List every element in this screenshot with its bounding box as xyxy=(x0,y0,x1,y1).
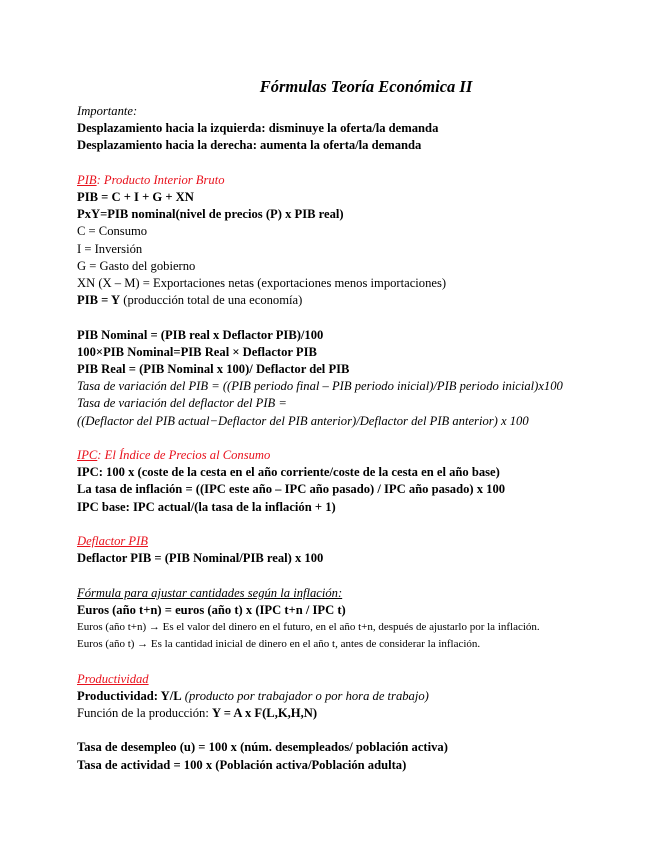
spacer xyxy=(77,309,637,326)
importante-label: Importante: xyxy=(77,104,138,118)
deflactor-heading: Deflactor PIB xyxy=(77,534,148,549)
shift-left-note: Desplazamiento hacia la izquierda: disminuye la oferta/la demanda xyxy=(77,121,439,136)
pib-heading-rest: : Producto Interior Bruto xyxy=(96,172,225,187)
tasa-actividad: Tasa de actividad = 100 x (Población activa/Población adulta) xyxy=(77,757,407,772)
spacer xyxy=(77,567,637,584)
ajuste-formula: Euros (año t+n) = euros (año t) x (IPC t+n / IPC t) xyxy=(77,602,346,617)
spacer xyxy=(77,653,637,670)
consumo-def: C = Consumo xyxy=(77,224,148,239)
tasa-desempleo: Tasa de desempleo (u) = 100 x (núm. desempleados/ población activa) xyxy=(77,740,448,755)
pib-heading-abbr: PIB xyxy=(77,172,97,187)
ajuste-note-initial: Euros (año t) → Es la cantidad inicial de dinero en el año t, antes de considerar la inflación. xyxy=(77,638,481,651)
pib-nominal-real-line: 100×PIB Nominal=PIB Real × Deflactor PIB xyxy=(77,344,317,359)
ipc-heading-abbr: IPC xyxy=(77,448,98,463)
funcion-produccion-label: Función de la producción: xyxy=(77,706,213,721)
page-title: Fórmulas Teoría Económica II xyxy=(259,77,473,96)
funcion-produccion-formula: Y = A x F(L,K,H,N) xyxy=(212,706,318,721)
gasto-def: G = Gasto del gobierno xyxy=(77,258,196,273)
pib-y-rest: (producción total de una economía) xyxy=(120,293,303,308)
ipc-base-formula: IPC base: IPC actual/(la tasa de la inflación + 1) xyxy=(77,499,336,514)
document-content xyxy=(77,77,637,774)
pib-nominal-formula: PxY=PIB nominal(nivel de precios (P) x PIB real) xyxy=(77,207,344,222)
tasa-inflacion-formula: La tasa de inflación = ((IPC este año – IPC año pasado) / IPC año pasado) x 100 xyxy=(77,482,506,497)
deflactor-formula: Deflactor PIB = (PIB Nominal/PIB real) x 100 xyxy=(77,551,324,566)
ipc-heading xyxy=(77,447,637,464)
pib-real-line: PIB Real = (PIB Nominal x 100)/ Deflactor del PIB xyxy=(77,362,350,377)
productividad-heading: Productividad xyxy=(77,671,149,686)
pib-formula: PIB = C + I + G + XN xyxy=(77,190,194,204)
spacer xyxy=(77,722,637,739)
exportaciones-def: XN (X – M) = Exportaciones netas (exportaciones menos importaciones) xyxy=(77,276,447,291)
ajuste-note-future: Euros (año t+n) → Es el valor del dinero en el futuro, en el año t+n, después de ajustarlo por la inflación. xyxy=(77,621,540,634)
spacer xyxy=(77,155,637,172)
ipc-formula: IPC: 100 x (coste de la cesta en el año corriente/coste de la cesta en el año base) xyxy=(77,465,500,480)
ajuste-heading: Fórmula para ajustar cantidades según la inflación: xyxy=(77,585,343,600)
pib-y-bold: PIB = Y xyxy=(77,293,121,308)
tasa-variacion-deflactor-label: Tasa de variación del deflactor del PIB = xyxy=(77,396,287,411)
inversion-def: I = Inversión xyxy=(77,241,143,256)
ipc-heading-rest: : El Índice de Precios al Consumo xyxy=(97,448,271,463)
spacer xyxy=(77,516,637,533)
pib-y-def xyxy=(77,292,637,309)
productividad-formula xyxy=(77,688,637,705)
funcion-produccion xyxy=(77,705,637,722)
productividad-bold: Productividad: Y/L xyxy=(77,688,182,703)
shift-right-note: Desplazamiento hacia la derecha: aumenta la oferta/la demanda xyxy=(77,138,422,153)
pib-heading xyxy=(77,172,637,189)
productividad-italic: (producto por trabajador o por hora de trabajo) xyxy=(181,688,429,703)
tasa-variacion-pib: Tasa de variación del PIB = ((PIB periodo final – PIB periodo inicial)/PIB periodo inicial)x100 xyxy=(77,379,563,394)
pib-nominal-line: PIB Nominal = (PIB real x Deflactor PIB)/100 xyxy=(77,327,324,342)
tasa-variacion-deflactor-formula: ((Deflactor del PIB actual−Deflactor del PIB anterior)/Deflactor del PIB anterior) x 100 xyxy=(77,413,529,428)
spacer xyxy=(77,430,637,447)
